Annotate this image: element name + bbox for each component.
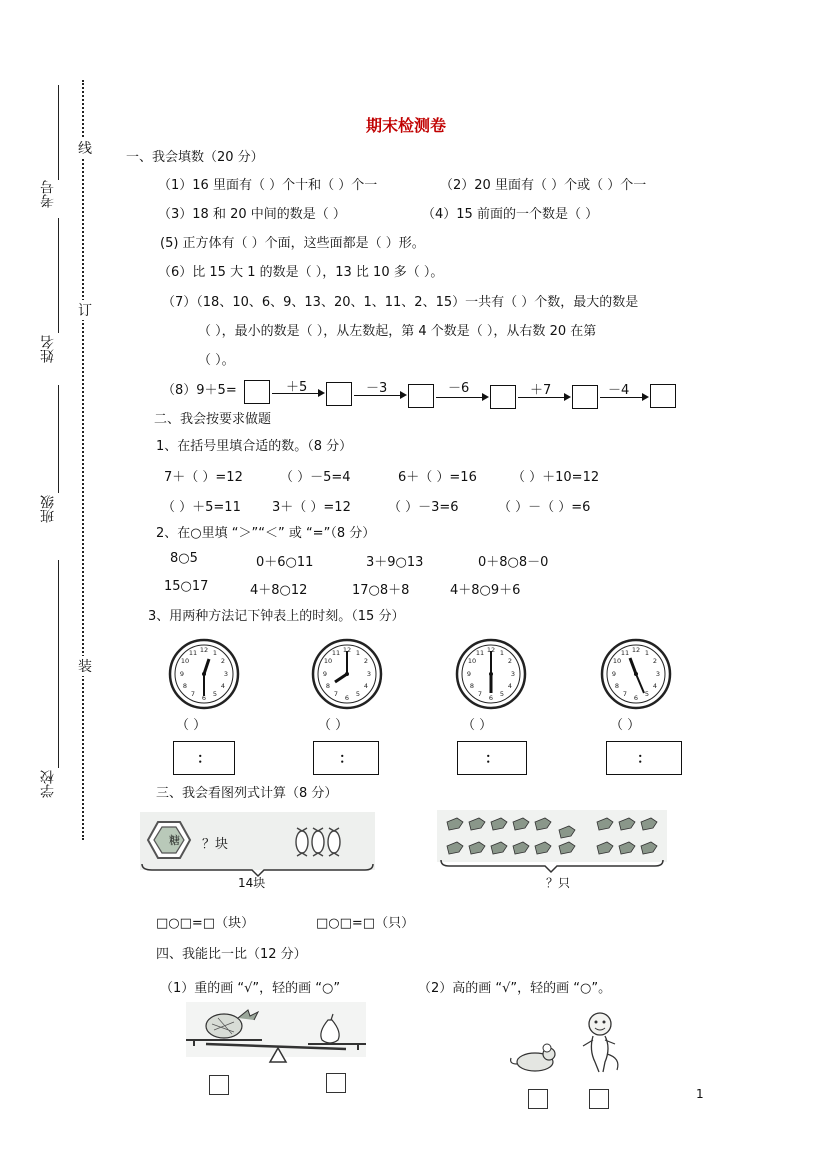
svg-text:8: 8	[325, 682, 331, 690]
arrowhead	[400, 391, 407, 399]
candy-icon	[296, 828, 340, 856]
q1-6: （6）比 15 大 1 的数是（ ），13 比 10 多（ ）。	[158, 265, 444, 280]
op-label: ＋7	[530, 383, 552, 398]
svg-text:3: 3	[223, 670, 229, 678]
svg-text:3: 3	[510, 670, 516, 678]
svg-text:12: 12	[631, 646, 641, 654]
svg-text:10: 10	[467, 657, 477, 665]
equation: 3＋（ ）=12	[272, 500, 351, 515]
svg-text:7: 7	[333, 690, 339, 698]
answer-square[interactable]	[528, 1089, 548, 1109]
svg-text:2: 2	[652, 657, 658, 665]
q1-7-line3: （ ）。	[198, 353, 235, 368]
answer-paren[interactable]: （ ）	[318, 718, 349, 733]
svg-text:2: 2	[220, 657, 226, 665]
equation: （ ）－5=4	[280, 470, 351, 485]
section2-sub3: 3、用两种方法记下钟表上的时刻。（15 分）	[148, 609, 405, 624]
equation: （ ）＋10=12	[512, 470, 600, 485]
page-number: 1	[696, 1087, 704, 1101]
svg-text:1: 1	[355, 649, 361, 657]
q1-7-line2: （ ），最小的数是（ ），从左数起，第 4 个数是（ ），从右数 20 在第	[198, 324, 597, 339]
svg-text:12: 12	[199, 646, 209, 654]
section4-q1: （1）重的画 “√”，轻的画 “○”	[160, 981, 341, 996]
answer-square[interactable]	[589, 1089, 609, 1109]
candy-label: 糖	[169, 834, 180, 847]
arrowhead	[564, 393, 571, 401]
q1-8-label: （8）9＋5=	[162, 383, 237, 398]
time-box[interactable]: ：	[457, 741, 527, 775]
svg-text:8: 8	[182, 682, 188, 690]
binding-line	[58, 218, 59, 333]
svg-text:4: 4	[507, 682, 513, 690]
equation: （ ）－3=6	[388, 500, 459, 515]
clock-icon	[600, 638, 672, 710]
q1-5: (5) 正方体有（ ）个面，这些面都是（ ）形。	[160, 236, 425, 251]
svg-text:4: 4	[220, 682, 226, 690]
q1-7-line1: （7）（18、10、6、9、13、20、1、11、2、15）一共有（ ）个数，最大的数是	[162, 295, 639, 310]
svg-text:12: 12	[486, 646, 496, 654]
section1-heading: 一、我会填数（20 分）	[126, 150, 264, 165]
svg-text:3: 3	[366, 670, 372, 678]
svg-text:10: 10	[612, 657, 622, 665]
svg-text:1: 1	[499, 649, 505, 657]
binding-char-zhuang: 装	[78, 656, 92, 676]
svg-text:11: 11	[475, 649, 485, 657]
comparison: 3＋9○13	[366, 555, 424, 570]
equation: 7＋（ ）=12	[164, 470, 243, 485]
binding-line	[58, 560, 59, 768]
comparison: 15○17	[164, 579, 209, 594]
comparison: 8○5	[170, 551, 198, 566]
time-box[interactable]: ：	[173, 741, 235, 775]
answer-paren[interactable]: （ ）	[462, 718, 493, 733]
op-label: －6	[448, 381, 470, 396]
svg-text:5: 5	[212, 690, 218, 698]
birds-picture	[437, 810, 667, 875]
comparison: 0＋6○11	[256, 555, 314, 570]
page-title: 期末检测卷	[366, 116, 447, 135]
svg-text:11: 11	[620, 649, 630, 657]
section2-sub1: 1、在括号里填合适的数。（8 分）	[156, 439, 353, 454]
time-box[interactable]: ：	[606, 741, 682, 775]
svg-text:6: 6	[344, 694, 350, 702]
answer-paren[interactable]: （ ）	[176, 718, 207, 733]
q1-1: （1）16 里面有（ ）个十和（ ）个一	[158, 178, 378, 193]
svg-text:4: 4	[652, 682, 658, 690]
comparison: 17○8＋8	[352, 583, 410, 598]
arrow	[436, 397, 482, 398]
svg-text:2: 2	[363, 657, 369, 665]
label-school: 学校	[40, 770, 56, 798]
svg-text:9: 9	[611, 670, 617, 678]
svg-text:5: 5	[499, 690, 505, 698]
svg-text:12: 12	[342, 646, 352, 654]
section4-q2: （2）高的画 “√”，轻的画 “○”。	[418, 981, 612, 996]
label-class: 班级	[40, 495, 56, 523]
answer-box[interactable]	[326, 382, 352, 406]
svg-text:6: 6	[633, 694, 639, 702]
q1-2: （2）20 里面有（ ）个或（ ）个一	[440, 178, 647, 193]
answer-box[interactable]	[244, 380, 270, 404]
arrowhead	[642, 393, 649, 401]
svg-text:7: 7	[190, 690, 196, 698]
svg-text:8: 8	[614, 682, 620, 690]
answer-box[interactable]	[650, 384, 676, 408]
binding-line	[58, 85, 59, 180]
section4-heading: 四、我能比一比（12 分）	[156, 947, 307, 962]
svg-text:10: 10	[323, 657, 333, 665]
label-exam-number: 考号	[40, 180, 56, 208]
answer-box[interactable]	[490, 385, 516, 409]
op-label: ＋5	[286, 380, 308, 395]
svg-text:5: 5	[644, 690, 650, 698]
op-label: －4	[608, 383, 630, 398]
label-name: 姓名	[40, 335, 56, 363]
answer-square[interactable]	[209, 1075, 229, 1095]
svg-text:9: 9	[179, 670, 185, 678]
arrowhead	[318, 389, 325, 397]
svg-text:2: 2	[507, 657, 513, 665]
svg-text:7: 7	[477, 690, 483, 698]
op-label: －3	[366, 381, 388, 396]
mouse-icon	[511, 1044, 555, 1071]
svg-text:10: 10	[180, 657, 190, 665]
answer-paren[interactable]: （ ）	[610, 718, 641, 733]
unknown-pieces-label: ？块	[202, 837, 229, 852]
comparison: 0＋8○8－0	[478, 555, 549, 570]
equation: 6＋（ ）=16	[398, 470, 477, 485]
q1-4: （4）15 前面的一个数是（ ）	[422, 207, 599, 222]
total-pieces-label: 14块	[238, 876, 266, 890]
svg-text:9: 9	[466, 670, 472, 678]
arrowhead	[482, 393, 489, 401]
unknown-birds-label: ？只	[546, 876, 571, 890]
answer-box[interactable]	[572, 385, 598, 409]
section3-heading: 三、我会看图列式计算（8 分）	[156, 786, 338, 801]
answer-square[interactable]	[326, 1073, 346, 1093]
svg-text:11: 11	[188, 649, 198, 657]
equation: （ ）＋5=11	[162, 500, 241, 515]
svg-text:1: 1	[212, 649, 218, 657]
equation-birds[interactable]: □○□=□（只）	[316, 916, 415, 931]
section2-heading: 二、我会按要求做题	[154, 412, 272, 427]
svg-text:8: 8	[469, 682, 475, 690]
svg-text:5: 5	[355, 690, 361, 698]
svg-text:9: 9	[322, 670, 328, 678]
svg-text:6: 6	[488, 694, 494, 702]
svg-text:4: 4	[363, 682, 369, 690]
clock-icon	[311, 638, 383, 710]
svg-text:6: 6	[201, 694, 207, 702]
svg-text:3: 3	[655, 670, 661, 678]
mouse-monkey-picture	[505, 1010, 635, 1075]
clock-icon	[455, 638, 527, 710]
equation-candy[interactable]: □○□=□（块）	[156, 916, 255, 931]
section2-sub2: 2、在○里填 “＞”“＜” 或 “=”（8 分）	[156, 526, 376, 541]
svg-text:7: 7	[622, 690, 628, 698]
dotted-binding-line	[82, 80, 84, 840]
balance-scale-picture	[186, 1002, 366, 1072]
q1-3: （3）18 和 20 中间的数是（ ）	[158, 207, 346, 222]
binding-char-xian: 线	[78, 138, 92, 158]
time-box[interactable]: ：	[313, 741, 379, 775]
clock-icon	[168, 638, 240, 710]
binding-line	[58, 385, 59, 493]
comparison: 4＋8○9＋6	[450, 583, 521, 598]
svg-text:1: 1	[644, 649, 650, 657]
svg-text:11: 11	[331, 649, 341, 657]
answer-box[interactable]	[408, 384, 434, 408]
comparison: 4＋8○12	[250, 583, 308, 598]
binding-char-ding: 订	[78, 300, 92, 320]
equation: （ ）－（ ）=6	[498, 500, 591, 515]
monkey-icon	[583, 1013, 618, 1072]
